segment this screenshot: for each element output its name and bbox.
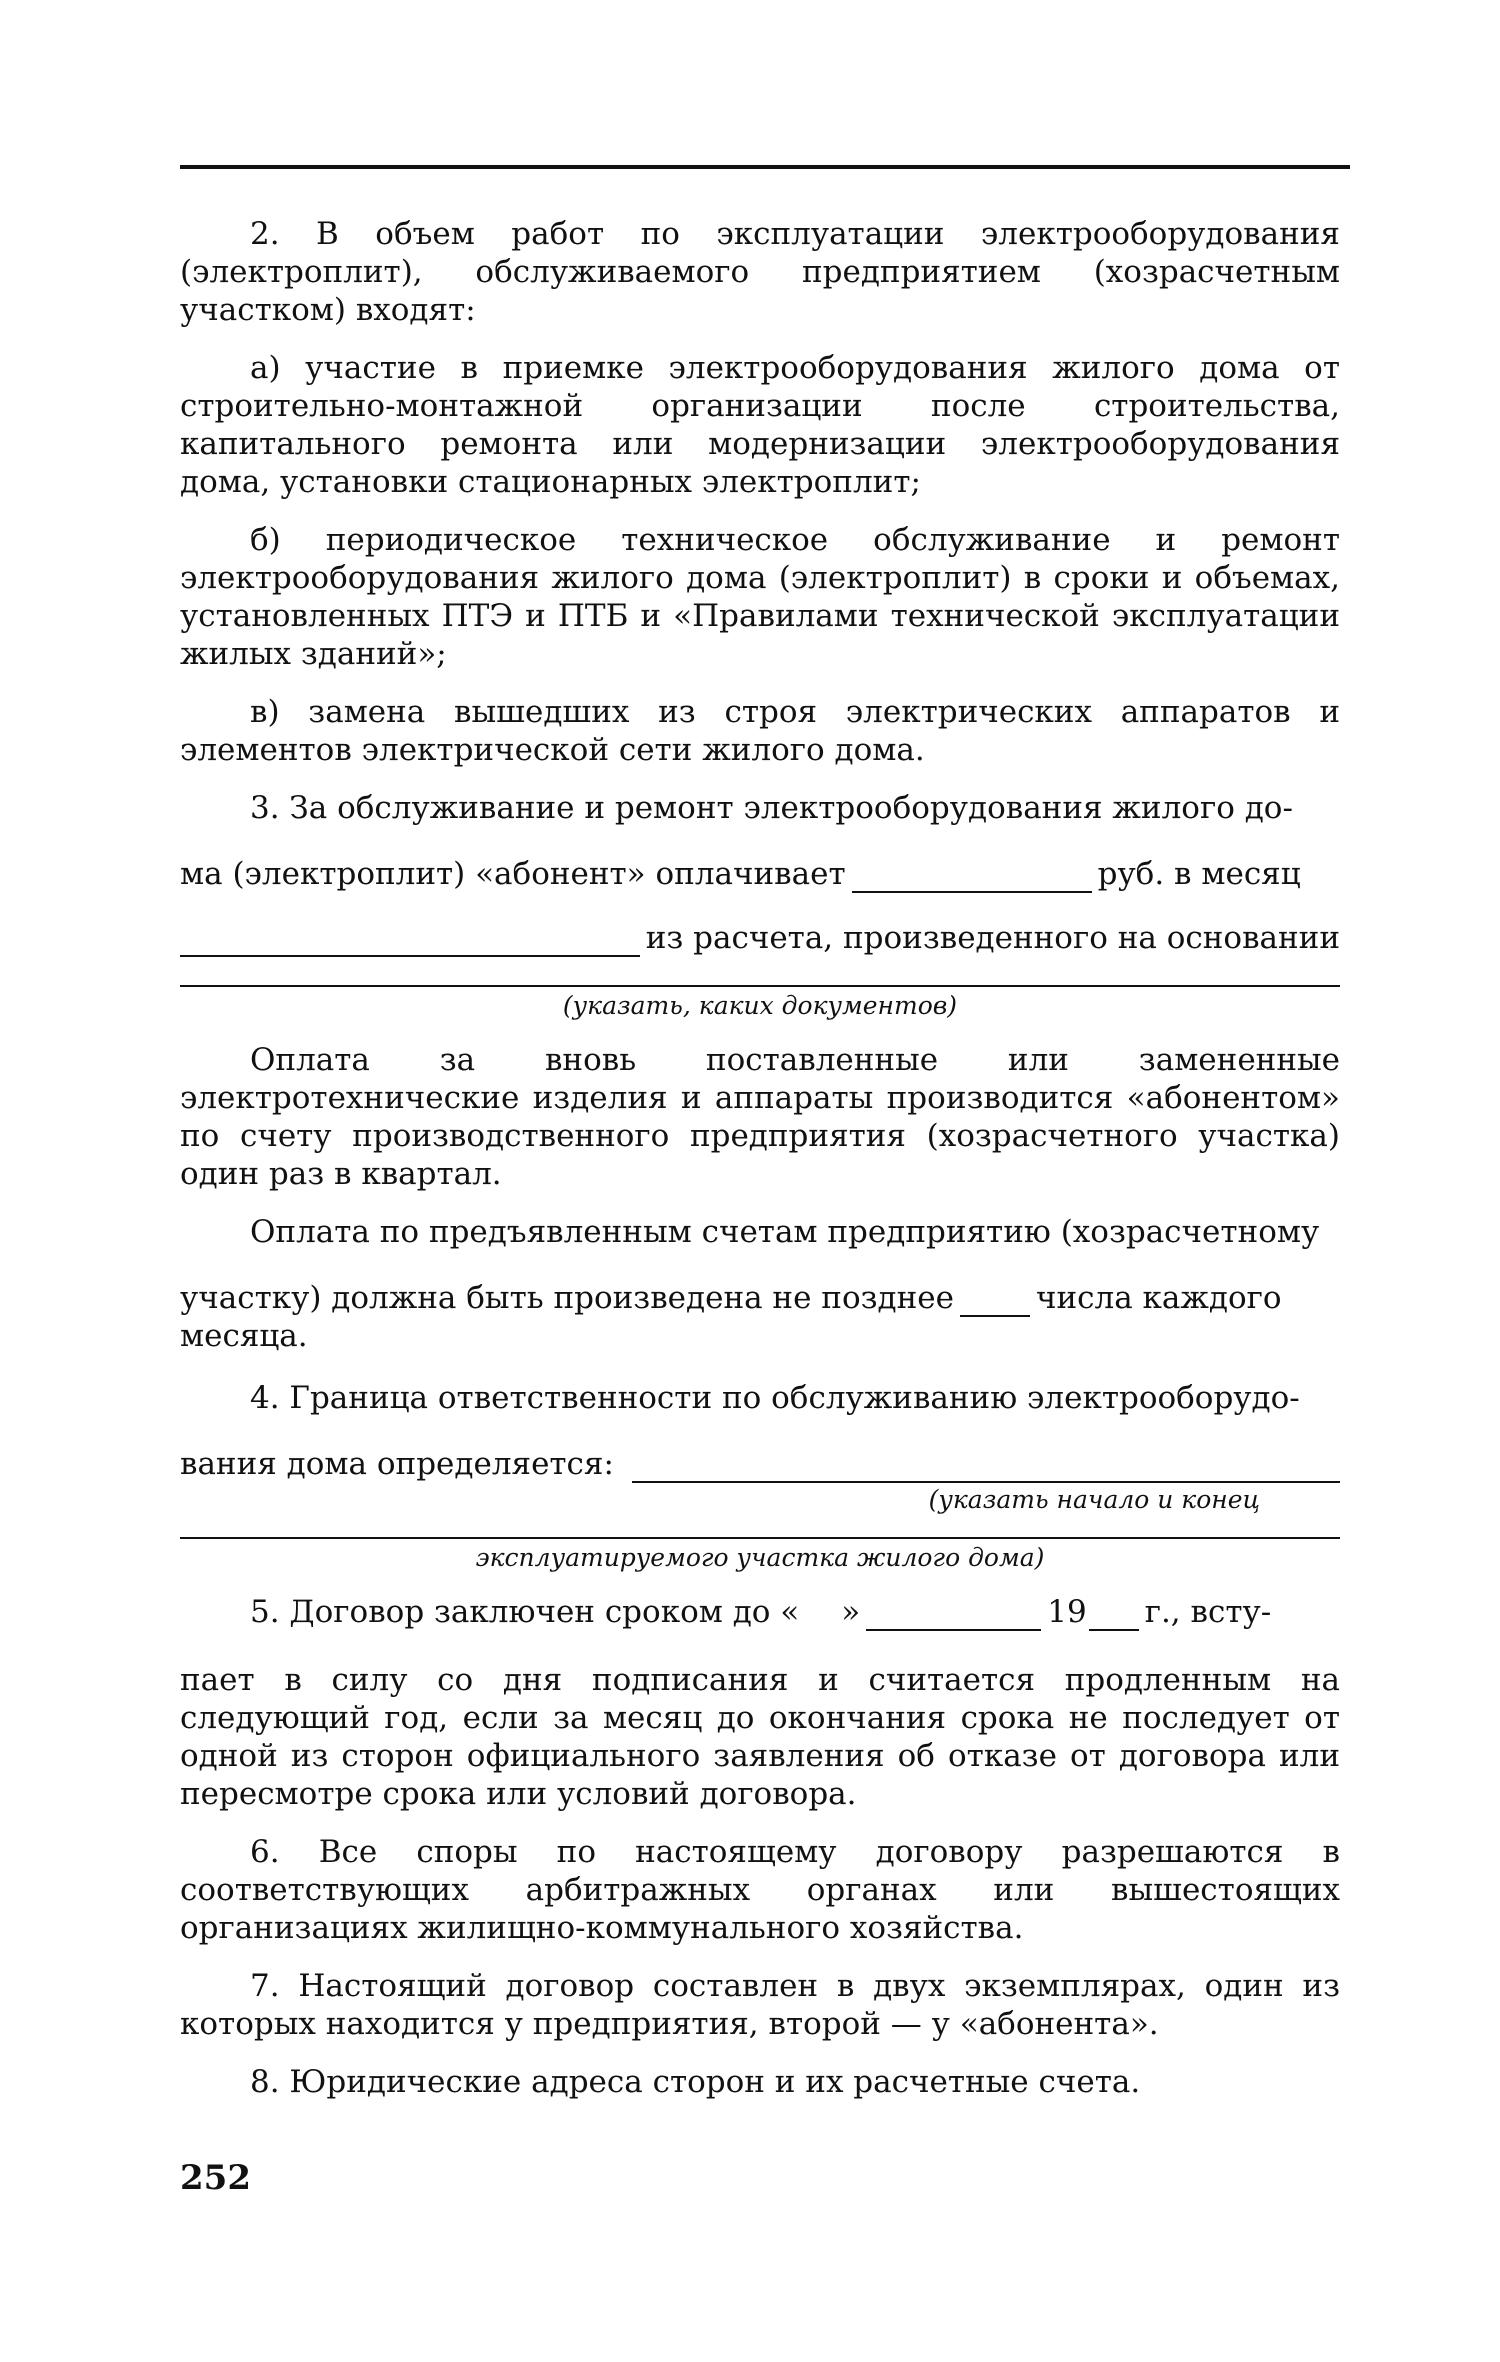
boundary-blank-line <box>180 1537 1340 1539</box>
clause-3-basis-text: из расчета, произведенного на основании <box>645 920 1340 956</box>
clause-4-line-2 <box>180 1445 1340 1483</box>
clause-2-item-a: а) участие в приемке электрооборудования жилого дома от строительно-монтажной организации после строительства, капитального ремонта или модернизации электрооборудования дома, установки стационарных электроплит; <box>180 350 1340 500</box>
year-blank <box>1089 1599 1139 1631</box>
documents-caption: (указать, каких документов) <box>562 991 958 1020</box>
clause-5-quote-close: » <box>841 1594 861 1630</box>
clause-8: 8. Юридические адреса сторон и их расчетные счета. <box>250 2064 1141 2100</box>
document-body <box>180 215 1340 2121</box>
date-day-space <box>805 1601 835 1631</box>
documents-blank-line <box>180 985 1340 987</box>
clause-5-year-prefix: 19 <box>1047 1594 1087 1630</box>
date-month-blank <box>866 1599 1041 1631</box>
clause-6: 6. Все споры по настоящему договору разрешаются в соответствующих арбитражных органах или вышестоящих организациях жилищно-коммунального хозяйства. <box>180 1834 1340 1946</box>
clause-2-item-c: в) замена вышедших из строя электрических аппаратов и элементов электрической сети жилого дома. <box>180 694 1340 768</box>
boundary-blank <box>632 1451 1340 1483</box>
clause-2-item-b: б) периодическое техническое обслуживание и ремонт электрооборудования жилого дома (электроплит) в сроки и объемах, установленных ПТЭ и ПТБ и «Правилами технической эксплуатации жилых зданий»; <box>180 522 1340 672</box>
boundary-caption-start: (указать начало и конец <box>928 1485 1260 1514</box>
clause-5-after: г., всту- <box>1144 1594 1272 1630</box>
clause-5-text: 5. Договор заключен сроком до « <box>250 1594 800 1630</box>
clause-4-line-1: 4. Граница ответственности по обслуживанию электрооборудо- <box>250 1380 1300 1416</box>
top-rule <box>180 165 1350 169</box>
clause-3-invoice-day-text: числа каждого <box>1035 1280 1282 1316</box>
clause-3-per-month: руб. в месяц <box>1097 856 1301 892</box>
page-number: 252 <box>180 2158 251 2198</box>
clause-3-payment-line <box>180 855 1340 893</box>
clause-3-invoice-line-1: Оплата по предъявленным счетам предприятию (хозрасчетному <box>250 1214 1320 1250</box>
clause-3-invoice-line-2 <box>180 1279 1340 1317</box>
clause-7: 7. Настоящий договор составлен в двух экземплярах, один из которых находится у предприятия, второй — у «абонента». <box>180 1968 1340 2042</box>
clause-5-paragraph: пает в силу со дня подписания и считается продленным на следующий год, если за месяц до окончания срока не последует от одной из сторон официального заявления об отказе от договора или пересмотре срока или условий договора. <box>180 1662 1340 1812</box>
boundary-caption-end: эксплуатируемого участка жилого дома) <box>475 1543 1045 1572</box>
clause-3-invoice-line-3: месяца. <box>180 1318 308 1354</box>
clause-3-basis-line <box>180 919 1340 957</box>
clause-3-invoice-text: участку) должна быть произведена не позднее <box>180 1280 954 1316</box>
clause-3-payment-paragraph: Оплата за вновь поставленные или замененные электротехнические изделия и аппараты производится «абонентом» по счету производственного предприятия (хозрасчетного участка) один раз в квартал. <box>180 1042 1340 1192</box>
day-blank <box>960 1285 1030 1317</box>
clause-2-intro: 2. В объем работ по эксплуатации электрооборудования (электроплит), обслуживаемого предприятием (хозрасчетным участком) входят: <box>180 216 1340 328</box>
clause-3-payment-text: ма (электроплит) «абонент» оплачивает <box>180 856 846 892</box>
clause-3-line-1: 3. За обслуживание и ремонт электрооборудования жилого до- <box>250 790 1293 826</box>
clause-4-text: вания дома определяется: <box>180 1446 614 1482</box>
amount-blank <box>852 861 1092 893</box>
clause-5-line-1 <box>180 1593 1340 1631</box>
basis-blank <box>180 925 640 957</box>
